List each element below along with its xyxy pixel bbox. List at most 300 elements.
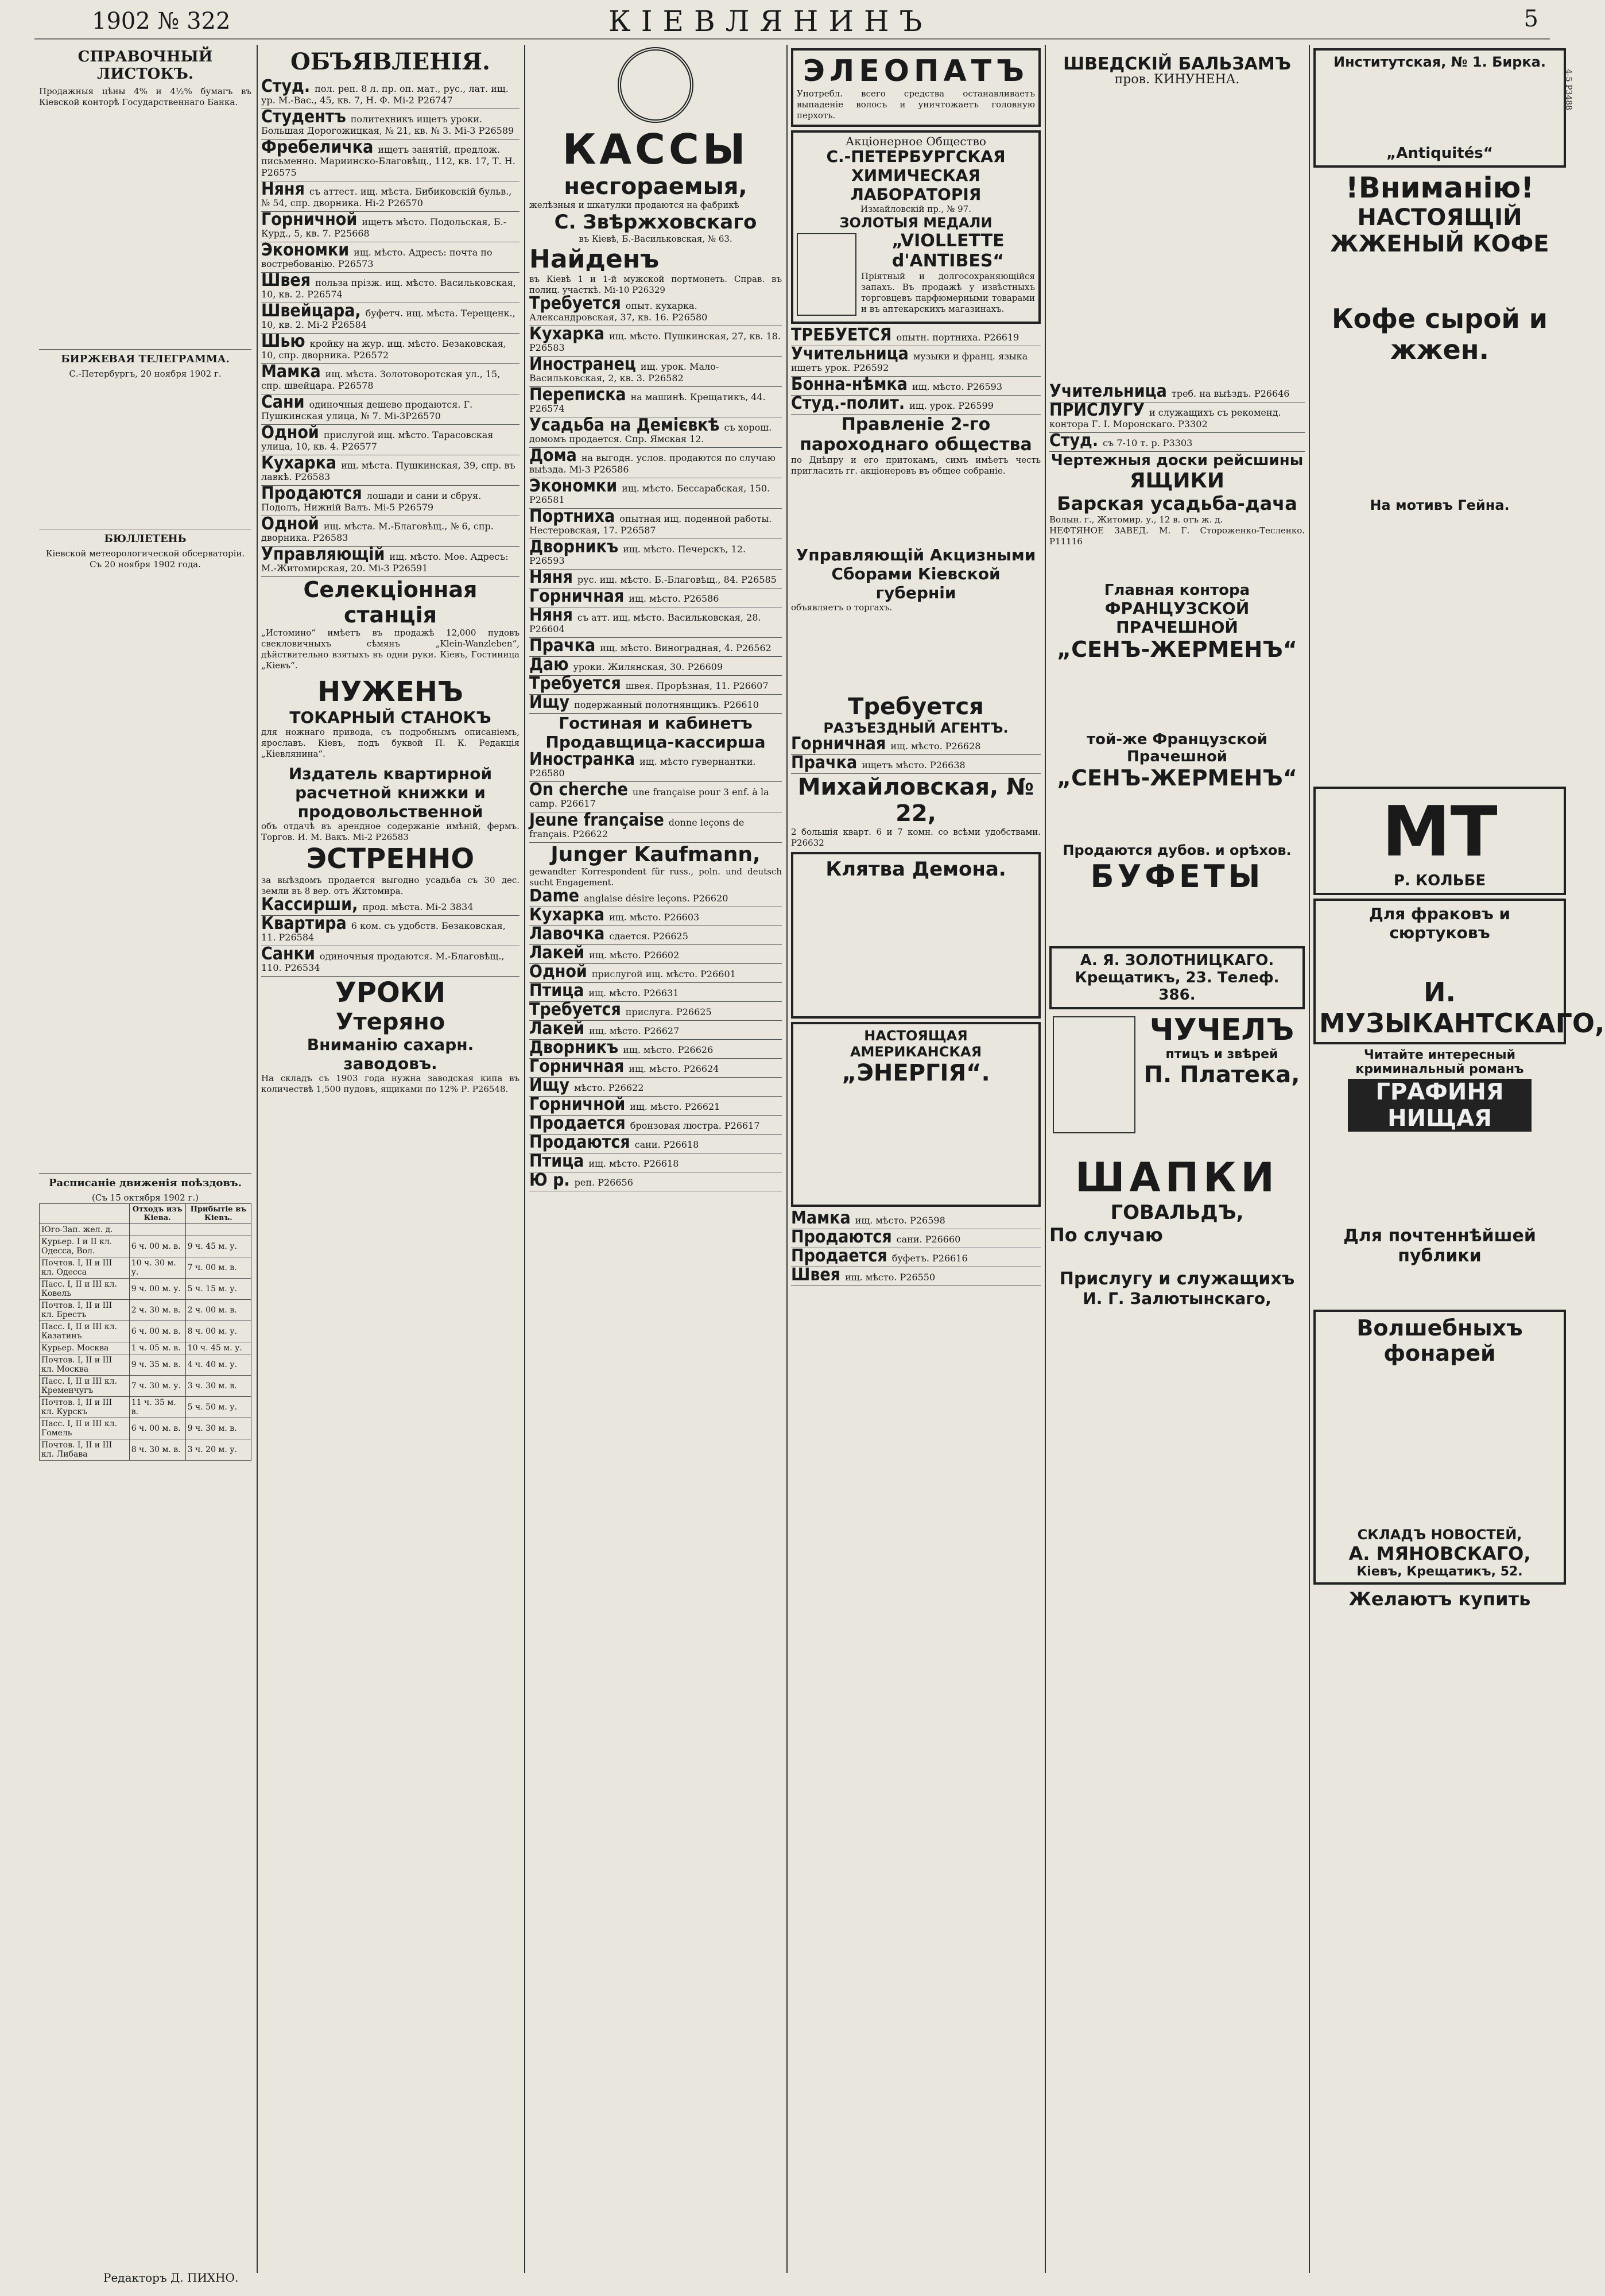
ad-text: ищ. мѣсто. Р26621 (630, 1101, 720, 1112)
ad-text: ищ. мѣсто. Р26628 (890, 741, 981, 752)
table-cell: 6 ч. 00 м. в. (129, 1418, 185, 1439)
ad-keyword: Кухарка (529, 905, 605, 925)
table-cell: 8 ч. 00 м. у. (185, 1321, 251, 1342)
ad-text: donne leçons de français. Р26622 (529, 817, 745, 839)
publisher-title: Издатель квартирной расчетной книжки и продовольственной (288, 764, 493, 821)
boxes-title: ЯЩИКИ (1129, 469, 1225, 493)
column-rule (257, 45, 258, 2273)
ad-keyword: Швея (791, 1265, 841, 1285)
ad-text: сдается. Р26625 (609, 931, 688, 942)
ad-keyword: Усадьба на Демієвкѣ (529, 415, 720, 435)
column-reference (39, 45, 251, 2279)
ad-keyword: Требуется (529, 673, 621, 694)
ad-text: музыки и франц. языка ищетъ урок. Р26592 (791, 351, 1028, 373)
table-cell: 2 ч. 30 м. в. (129, 1300, 185, 1321)
table-cell: 5 ч. 15 м. у. (185, 1279, 251, 1300)
classified-ad (261, 303, 520, 334)
newspaper-title: КІЕВЛЯНИНЪ (608, 5, 933, 38)
ad-text: ищ. мѣсто. Адресъ: почта по востребованію. Р26573 (261, 247, 493, 269)
agent-subtitle: РАЗЪЕЗДНЫЙ АГЕНТЪ. (823, 720, 1009, 736)
classified-ad (529, 448, 782, 478)
telegram-title: БИРЖЕВАЯ ТЕЛЕГРАММА. (61, 353, 230, 365)
tailor-ad (1313, 899, 1605, 1044)
table-cell: 3 ч. 30 м. в. (185, 1376, 251, 1397)
novel-name: ГРАФИНЯ НИЩАЯ (1348, 1079, 1532, 1132)
ad-text: ищ. мѣсто. Р26598 (855, 1215, 945, 1226)
column-rule (1309, 45, 1310, 2273)
ad-text: ищ. мѣсто. Р26593 (912, 381, 1003, 392)
taxidermy-owner: П. Платека, (1143, 1062, 1300, 1088)
classified-ad (261, 913, 520, 946)
ad-text: ищ. мѣсто. Р26550 (845, 1272, 936, 1283)
table-cell: 9 ч. 35 м. в. (129, 1354, 185, 1376)
laundry2-title: той-же Французской Прачешной (1087, 731, 1267, 765)
ad-text: буфетч. ищ. мѣста. Терещенк., 10, кв. 2. Мi-2 Р26584 (261, 308, 515, 330)
deer-icon (1053, 1016, 1135, 1133)
classified-ad (529, 1172, 782, 1191)
ad-text: ищ. урок. Мало-Васильковская, 2, кв. 3. Р26582 (529, 361, 719, 384)
lamp-illustration-icon (797, 1086, 1035, 1201)
ad-text: пол. реп. 8 л. пр. оп. мат., рус., лат. ищ. ур. М.-Вас., 45, кв. 7, Н. Ф. Мi-2 Р26747 (261, 83, 509, 106)
ad-text: ищ. мѣсто. Р26631 (588, 988, 679, 998)
classified-ad (529, 387, 782, 417)
classified-ad (529, 354, 782, 387)
ad-keyword: Няня (529, 567, 573, 587)
classified-ad (529, 506, 782, 539)
ad-text: реп. Р26656 (574, 1177, 633, 1188)
ad-keyword: Горничной (261, 210, 358, 230)
table-cell: 4 ч. 40 м. у. (185, 1354, 251, 1376)
ad-keyword: Переписка (529, 385, 626, 405)
balsam-title: ШВЕДСКІЙ БАЛЬЗАМЪ (1063, 54, 1291, 74)
ad-keyword: Требуется (529, 293, 621, 313)
ad-keyword: Горничной (529, 1094, 626, 1114)
ad-text: сани. Р26660 (896, 1234, 961, 1245)
ad-text: треб. на выѣздъ. Р26646 (1171, 388, 1290, 399)
servants-title: Прислугу и служащихъ (1059, 1269, 1295, 1289)
classified-ad (529, 782, 782, 812)
ad-keyword: Ю р. (529, 1170, 570, 1190)
ad-text: ищ. мѣсто. Р26626 (623, 1044, 714, 1055)
ad-keyword: Иностранец (529, 354, 636, 374)
editor-line: Редакторъ Д. ПИХНО. (103, 2271, 239, 2285)
excise-text: объявляетъ о торгахъ. (791, 602, 893, 613)
ad-text: уроки. Жилянская, 30. Р26609 (573, 661, 723, 672)
mikh-text: 2 большія кварт. 6 и 7 комн. со всѣми удобствами. Р26632 (791, 827, 1041, 848)
ad-keyword: Студ.-полит. (791, 393, 905, 413)
column-display-ads-1 (791, 45, 1041, 2279)
servants-owner: И. Г. Залютынскаго, (1083, 1289, 1271, 1308)
train-timetable (39, 1203, 251, 1461)
table-cell: Курьер. Москва (40, 1342, 130, 1354)
ad-text: съ хорош. домомъ продается. Спр. Ямская 12. (529, 422, 772, 444)
table-cell: Почтов. I, II и III кл. Либава (40, 1439, 130, 1461)
demon-ad (791, 852, 1041, 1019)
ad-text: ищ. мѣсто. Бессарабская, 150. Р26581 (529, 483, 770, 505)
junger-text: gewandter Korrespondent für russ., poln. und deutsch sucht Engagement. (529, 866, 782, 888)
attention-title: !Вниманію! (1345, 171, 1534, 204)
table-row (40, 1257, 251, 1279)
ad-text: anglaise désire leçons. Р26620 (584, 893, 728, 904)
classified-ad (261, 242, 520, 273)
steam-title: Правленіе 2-го пароходнаго общества (800, 415, 1032, 455)
sugar-text: На складъ съ 1903 года нужна заводская кипа въ количествѣ 1,500 пудовъ, ящиками по 12% Р. Р26548. (261, 1073, 520, 1094)
ad-text: ищ. мѣсто. Виноградная, 4. Р26562 (600, 642, 772, 653)
tails-title: Для фраковъ и сюртуковъ (1368, 904, 1511, 942)
tt-head-route (40, 1204, 130, 1224)
mt-logo: МТ (1382, 792, 1498, 872)
lessons-title: УРОКИ (335, 977, 446, 1009)
laundry-brand: „СЕНЪ-ЖЕРМЕНЪ“ (1057, 637, 1297, 662)
ad-keyword: Продается (529, 1113, 626, 1133)
ad-keyword: Экономки (261, 240, 350, 260)
classified-ad (261, 181, 520, 212)
ads-title: ОБЪЯВЛЕНІЯ. (290, 48, 490, 75)
ad-text: опыт. кухарка. Александровская, 37, кв. 16. Р26580 (529, 300, 708, 323)
ad-text: бронзовая люстра. Р26617 (630, 1120, 760, 1131)
tailor-name: И. МУЗЫКАНТСКАГО, (1319, 977, 1605, 1039)
ad-keyword: Продаются (261, 483, 362, 504)
ad-keyword: Иностранка (529, 749, 635, 769)
classified-ad (529, 326, 782, 357)
ad-keyword: Одной (529, 962, 587, 982)
classified-ad (529, 812, 782, 843)
table-cell: 1 ч. 05 м. в. (129, 1342, 185, 1354)
column-rule (1045, 45, 1046, 2273)
weather-block (39, 570, 251, 1174)
ad-text: мѣсто. Р26622 (574, 1082, 644, 1093)
public-text-block (1313, 1266, 1566, 1306)
ad-keyword: Шью (261, 331, 305, 351)
novel-title: Читайте интересный криминальный романъ (1355, 1048, 1524, 1077)
table-cell: 10 ч. 30 м. у. (129, 1257, 185, 1279)
ad-keyword: Одной (261, 423, 319, 443)
ad-keyword: Санки (261, 944, 315, 964)
classified-ad (261, 76, 520, 109)
ad-text: съ 7-10 т. р. Р3303 (1103, 437, 1193, 448)
ad-text: 6 ком. съ удобств. Безаковская, 11. Р26584 (261, 920, 506, 943)
found-text: въ Кіевѣ 1 и 1-й мужской портмонеть. Справ. въ полиц. участкѣ. Мi-10 Р26329 (529, 274, 782, 295)
agent-title: Требуется (848, 694, 984, 720)
ad-keyword: Экономки (529, 476, 618, 496)
page-header (34, 0, 1550, 40)
boards-title: Чертежныя доски рейсшины (1050, 452, 1304, 469)
ad-text: ищетъ мѣсто. Подольская, Б.-Курд., 5, кв. 7. Р25668 (261, 216, 507, 239)
ad-keyword: Требуется (529, 1000, 621, 1020)
trains-sub: (Съ 15 октября 1902 г.) (92, 1192, 199, 1203)
steam-text: по Днѣпру и его притокамъ, симъ имѣетъ честь пригласить гг. акціонеровъ въ общее собраніе. (791, 455, 1041, 476)
ad-text: польза прізж. ищ. мѣсто. Васильковская, 10, кв. 2. Р26574 (261, 277, 516, 300)
coffee-text-block (1313, 257, 1566, 303)
laundry-name: ФРАНЦУЗСКОЙ ПРАЧЕШНОЙ (1104, 599, 1250, 637)
ad-keyword: Кассирши, (261, 895, 358, 915)
buffets-title: Продаются дубов. и орѣхов. (1063, 842, 1292, 858)
reference-title: СПРАВОЧНЫЙ ЛИСТОКЪ. (77, 48, 213, 83)
excise-title: Управляющій Акцизными Сборами Кіевской губерніи (796, 545, 1036, 602)
telegram-block (39, 380, 251, 529)
classified-ad (261, 364, 520, 394)
classified-ad (791, 1267, 1041, 1286)
ad-text: прислугой ищ. мѣсто. Тарасовская улица, 10, кв. 4. Р26577 (261, 429, 494, 452)
ad-text: лошади и сани и сбруя. Подолъ, Нижній Валъ. Мi-5 Р26579 (261, 490, 482, 513)
table-row (40, 1418, 251, 1439)
ad-keyword: Дворникъ (529, 537, 619, 557)
ad-text: и служащихъ съ рекоменд. контора Г. І. Моронскаго. Р3302 (1049, 407, 1281, 429)
ad-text: ищ. мѣсто. Р26624 (629, 1063, 719, 1074)
lathe-subtitle: ТОКАРНЫЙ СТАНОКЪ (289, 708, 491, 727)
lantern-illustration-icon (1319, 1366, 1560, 1527)
telegram-sub: С.-Петербургъ, 20 ноября 1902 г. (69, 369, 222, 379)
ad-keyword: Ищу (529, 692, 570, 713)
table-cell: Пасс. I, II и III кл. Ковель (40, 1279, 130, 1300)
classified-ad (261, 394, 520, 425)
ad-text: буфетъ. Р26616 (891, 1253, 968, 1264)
estate-title: Барская усадьба-дача (1057, 493, 1297, 514)
table-cell: Пасс. I, II и III кл. Гомель (40, 1418, 130, 1439)
ad-text: съ атт. ищ. мѣсто. Васильковская, 28. Р26604 (529, 612, 761, 634)
table-row (40, 1224, 251, 1236)
table-cell: 5 ч. 50 м. у. (185, 1397, 251, 1418)
ad-text: ищ. мѣсто гувернантки. Р26580 (529, 756, 756, 779)
ad-keyword: ТРЕБУЕТСЯ (791, 325, 892, 345)
ad-keyword: Швея (261, 270, 311, 291)
safe-emblem-icon (618, 47, 693, 123)
ad-keyword: Продается (791, 1246, 887, 1266)
eleopat-ad (791, 48, 1041, 127)
ad-keyword: Мамка (791, 1208, 851, 1228)
ad-text: ищ. мѣсто. Мое. Адресъ: М.-Житомирская, 20. Мi-3 Р26591 (261, 551, 509, 574)
store-owner: А. МЯНОВСКАГО, (1348, 1543, 1531, 1565)
classified-ad (529, 607, 782, 638)
lamp-ad (791, 1022, 1041, 1207)
ad-keyword: Лавочка (529, 924, 605, 944)
table-row (40, 1354, 251, 1376)
column-classifieds-1 (261, 45, 520, 2279)
junger-title: Junger Kaufmann, (550, 843, 761, 866)
safes-text: желѣзныя и шкатулки продаются на фабрикѣ (529, 200, 739, 210)
ad-text: ищ. урок. Р26599 (909, 400, 994, 411)
ad-keyword: Птица (529, 1151, 584, 1171)
table-row (40, 1321, 251, 1342)
ad-keyword: Бонна-нѣмка (791, 374, 908, 394)
seed-station-title: Селекціонная станція (303, 577, 478, 628)
ad-text: прод. мѣста. Мi-2 3834 (362, 901, 474, 912)
ad-keyword: Фребеличка (261, 137, 374, 157)
zolotnitsky-ad (1049, 946, 1305, 1009)
ad-keyword: Учительница (791, 344, 909, 364)
classified-ad (529, 749, 782, 782)
store-address: Кіевъ, Крещатикъ, 52. (1356, 1565, 1523, 1579)
trains-title: Расписаніе движенія поѣздовъ. (48, 1177, 242, 1189)
ad-text: ищетъ мѣсто. Р26638 (862, 760, 966, 771)
kolbe-name: Р. КОЛЬБЕ (1393, 872, 1486, 889)
seed-station-text: „Истомино“ имѣетъ въ продажѣ 12,000 пудовъ свекловичныхъ сѣмянъ „Klein-Wanzleben“, дѣйствительно взятыхъ въ одни руки. Кіевъ, Гостиница „Кіевъ“. (261, 628, 520, 671)
bulletin-date: Съ 20 ноября 1902 года. (90, 559, 201, 570)
classified-ad (1049, 402, 1305, 433)
ad-keyword: Няня (261, 179, 305, 199)
table-row (40, 1300, 251, 1321)
classified-ad (261, 331, 520, 364)
ad-keyword: Лакей (529, 1019, 585, 1039)
ad-text: ищ. мѣсто. Р26603 (609, 912, 700, 923)
sugar-title: Вниманію сахарн. заводовъ. (307, 1035, 474, 1073)
classified-ad (529, 417, 782, 448)
issue-number: 1902 № 322 (92, 8, 231, 34)
public-title: Для почтеннѣйшей публики (1343, 1226, 1536, 1266)
classified-ad (261, 109, 520, 140)
found-title: Найденъ (529, 245, 660, 274)
classified-ad (261, 946, 520, 977)
coffee-title: НАСТОЯЩІЙ ЖЖЕНЫЙ КОФЕ (1330, 204, 1549, 257)
ad-text: ищетъ занятій, предлож. письменно. Мариинско-Благовѣщ., 112, кв. 17, Т. Н. Р26575 (261, 144, 515, 178)
lamp-title: НАСТОЯЩАЯ АМЕРИКАНСКАЯ (850, 1028, 982, 1060)
ad-text: ищ. мѣсто. Р26627 (589, 1025, 680, 1036)
lost-title: Утеряно (335, 1009, 445, 1035)
ad-keyword: Прачка (529, 636, 596, 656)
ad-text: une française pour 3 enf. à la camp. Р26617 (529, 787, 769, 809)
ad-keyword: Jeune française (529, 810, 664, 830)
table-cell: Почтов. I, II и III кл. Одесса (40, 1257, 130, 1279)
ad-keyword: Ищу (529, 1075, 570, 1095)
ad-text: прислугой ищ. мѣсто. Р26601 (591, 969, 736, 979)
classified-ad (261, 455, 520, 486)
table-cell: Почтов. I, II и III кл. Москва (40, 1354, 130, 1376)
classified-ad (791, 755, 1041, 774)
ad-text: ищ. мѣсто. Печерскъ, 12. Р26593 (529, 544, 746, 566)
chem-title: С.-ПЕТЕРБУРГСКАЯ ХИМИЧЕСКАЯ ЛАБОРАТОРІЯ (826, 147, 1006, 204)
classified-ad (261, 516, 520, 547)
table-row (40, 1376, 251, 1397)
ad-keyword: Продаются (529, 1132, 630, 1152)
lantern-ad (1313, 1310, 1566, 1585)
rooms-title: Гостиная и кабинетъ (559, 714, 753, 733)
safes-title: КАССЫ (562, 125, 749, 173)
table-cell: 9 ч. 45 м. у. (185, 1236, 251, 1257)
table-cell: 11 ч. 35 м. в. (129, 1397, 185, 1418)
ad-text: ищ. мѣсто. Р26618 (588, 1158, 679, 1169)
table-cell: 9 ч. 00 м. у. (129, 1279, 185, 1300)
bond-rates-block (39, 108, 251, 350)
column-rule (524, 45, 525, 2273)
ad-text: швея. Прорѣзная, 11. Р26607 (625, 680, 769, 691)
classified-ad (529, 478, 782, 509)
ad-text: ищ. мѣсто. Р26586 (629, 593, 719, 604)
classified-ad (261, 544, 520, 577)
estate-text: Волын. г., Житомир. у., 12 в. отъ ж. д. (1049, 514, 1223, 525)
ad-keyword: Лакей (529, 943, 585, 963)
tt-head-arrival: Прибытіе въ Кіевъ. (185, 1204, 251, 1224)
ad-keyword: Дворникъ (529, 1037, 619, 1058)
ad-keyword: Сани (261, 392, 305, 412)
table-row (40, 1397, 251, 1418)
ad-text: на выгодн. услов. продаются по случаю выѣзда. Мi-3 Р26586 (529, 452, 776, 475)
ad-keyword: ПРИСЛУГУ (1049, 400, 1145, 420)
ad-keyword: Квартира (261, 913, 347, 934)
ad-keyword: Горничная (791, 734, 886, 754)
ad-text: ищ. мѣста. Пушкинская, 39, спр. въ лавкѣ. Р26583 (261, 460, 515, 482)
ad-keyword: Студ. (261, 76, 311, 96)
table-cell: 10 ч. 45 м. у. (185, 1342, 251, 1354)
eleopat-title: ЭЛЕОПАТЪ (802, 54, 1029, 88)
lantern-title: Волшебныхъ фонарей (1356, 1315, 1523, 1366)
chem-company: Акціонерное Общество (846, 134, 986, 148)
urgent-text: за выѣздомъ продается выгодно усадьба съ 30 дес. земли въ 8 вер. отъ Житомира. (261, 875, 520, 896)
table-cell: Юго-Зап. жел. д. (40, 1224, 130, 1236)
ad-text: сани. Р26618 (634, 1139, 699, 1150)
hats-title: ШАПКИ (1075, 1154, 1280, 1201)
lamp-name: „ЭНЕРГІЯ“. (842, 1060, 990, 1086)
heine-title: На мотивъ Гейна. (1370, 497, 1510, 513)
balsam-subtitle: пров. КИНУНЕНА. (1114, 72, 1240, 87)
ad-keyword: Прачка (791, 753, 858, 773)
ad-keyword: Dame (529, 886, 580, 906)
classified-ad (529, 539, 782, 570)
table-cell: 9 ч. 30 м. в. (185, 1418, 251, 1439)
ad-keyword: Кухарка (261, 453, 337, 473)
buy-title: Желаютъ купить (1348, 1588, 1531, 1610)
column-display-ads-2 (1049, 45, 1305, 2279)
case-title: По случаю (1049, 1224, 1163, 1246)
classified-ad (261, 483, 520, 516)
ad-text: на машинѣ. Крещатикъ, 44. Р26574 (529, 392, 766, 414)
ad-keyword: Дома (529, 446, 577, 466)
novel-text-block (1313, 1134, 1566, 1226)
zolot-name: А. Я. ЗОЛОТНИЦКАГО. (1080, 952, 1274, 969)
ad-text: ищ. мѣсто. Р26602 (589, 950, 680, 961)
table-cell: 2 ч. 00 м. в. (185, 1300, 251, 1321)
ad-text: рус. ищ. мѣсто. Б.-Благовѣщ., 84. Р26585 (577, 574, 777, 585)
table-cell: Почтов. I, II и III кл. Брестъ (40, 1300, 130, 1321)
laundry-title: Главная контора (1104, 582, 1250, 599)
chem-lab-continuation (1049, 85, 1305, 384)
ad-keyword: Учительница (1049, 381, 1167, 401)
ad-text: ищ. мѣсто. Пушкинская, 27, кв. 18. Р26583 (529, 331, 781, 353)
table-row (40, 1279, 251, 1300)
tails-text-block (1319, 942, 1560, 977)
ad-text: опытн. портниха. Р26619 (896, 332, 1019, 343)
ad-text: кройку на жур. ищ. мѣсто. Безаковская, 10, спр. дворника. Р26572 (261, 338, 506, 361)
mt-ad (1313, 787, 1566, 895)
ad-keyword: Птица (529, 981, 584, 1001)
ad-keyword: Мамка (261, 362, 321, 382)
ad-keyword: Горничная (529, 586, 625, 606)
antiques-address: Институтская, № 1. Бирка. (1333, 54, 1546, 70)
chem-medal: ЗОЛОТЫЯ МЕДАЛИ (839, 215, 993, 231)
bulletin-sub: Кіевской метеорологической обсерваторіи. (45, 548, 245, 559)
classified-ad (529, 692, 782, 714)
chem-product: „VIOLLETTE d'ANTIBES“ (891, 231, 1005, 271)
ad-keyword: On cherche (529, 780, 628, 800)
table-cell (185, 1224, 251, 1236)
antiques-text-block (1319, 70, 1560, 145)
classified-ad (791, 346, 1041, 377)
table-cell: Курьер. I и II кл. Одесса, Вол. (40, 1236, 130, 1257)
ad-keyword: Кухарка (529, 324, 605, 344)
classified-ad (791, 393, 1041, 415)
ad-keyword: Няня (529, 605, 573, 625)
ad-text: опытная ищ. поденной работы. Нестеровская, 17. Р26587 (529, 513, 772, 536)
ad-text: ищ. мѣста. Золотоворотская ул., 15, спр. швейцара. Р26578 (261, 369, 501, 391)
classified-ad (1049, 433, 1305, 452)
classified-ad (261, 425, 520, 455)
lathe-text: для ножнаго привода, съ подробнымъ описаніемъ, ярославъ. Кіевъ, подъ буквой П. К. Редакція „Кіевлянина“. (261, 727, 520, 759)
publisher-text: объ отдачѣ въ арендное содержаніе имѣній, фермъ. Торгов. И. М. Вакъ. Мi-2 Р26583 (261, 821, 520, 842)
ad-text: прислуга. Р26625 (625, 1006, 712, 1017)
eleopat-text: Употребл. всего средства останавливаетъ выпаденіе волосъ и уничтожаетъ головную перхоть. (797, 88, 1035, 121)
coffee2-text-block (1313, 365, 1566, 497)
ad-keyword: Швейцара, (261, 301, 361, 321)
column-classifieds-2 (529, 45, 782, 2279)
